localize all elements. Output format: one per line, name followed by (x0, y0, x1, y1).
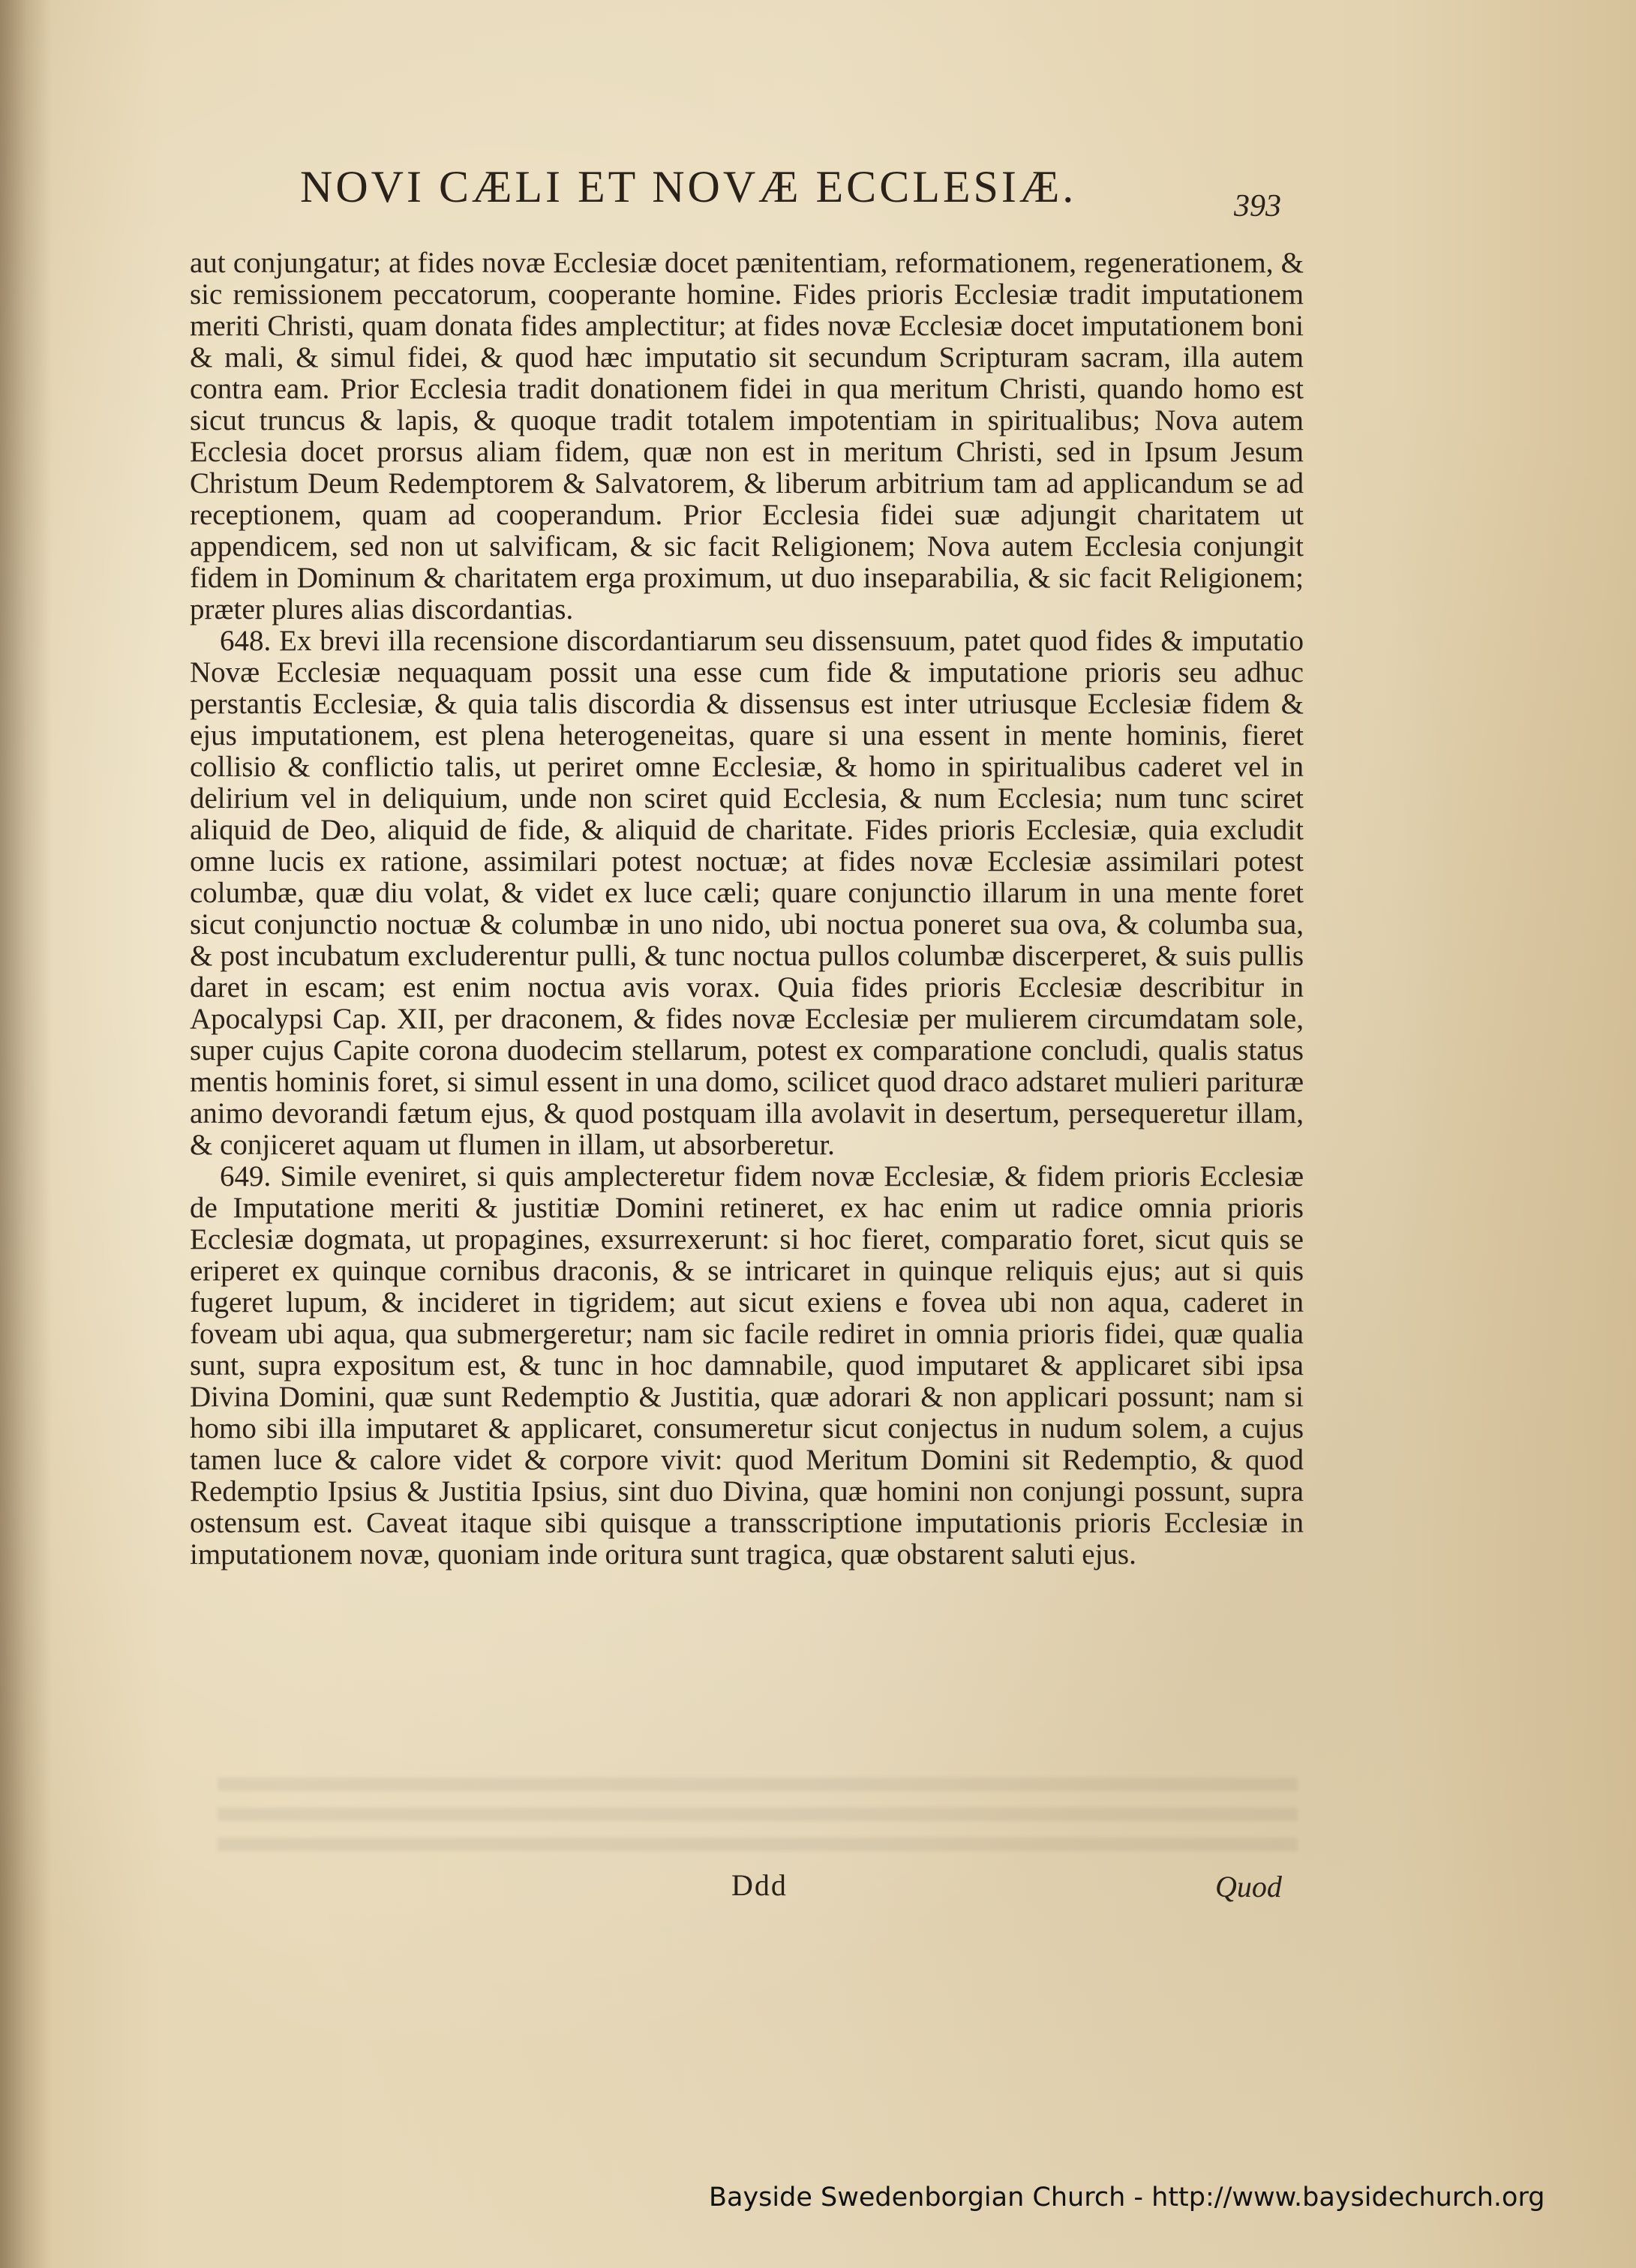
paragraph-continuation: aut conjungatur; at fides novæ Ecclesiæ docet pænitentiam, reformationem, regenerationem, & sic remissionem peccatorum, cooperante homine. Fides prioris Ecclesiæ tradit imputationem meriti Christi, quam donata fides amplectitur; at fides novæ Ecclesiæ docet imputationem boni & mali, & simul fidei, & quod hæc imputatio sit secundum Scripturam sacram, illa autem contra eam. Prior Ecclesia tradit donationem fidei in qua meritum Christi, quando homo est sicut truncus & lapis, & quoque tradit totalem impotentiam in spiritualibus; Nova autem Ecclesia docet prorsus aliam fidem, quæ non est in meritum Christi, sed in Ipsum Jesum Christum Deum Redemptorem & Salvatorem, & liberum arbitrium tam ad applicandum se ad receptionem, quam ad cooperandum. Prior Ecclesia fidei suæ adjungit charitatem ut appendicem, sed non ut salvificam, & sic facit Religionem; Nova autem Ecclesia conjungit fidem in Dominum & charitatem erga proximum, ut duo inseparabilia, & sic facit Religionem; præter plures alias discordantias. (190, 247, 1304, 626)
gutter-shadow (0, 0, 53, 2268)
page-footer (188, 1868, 1305, 1912)
running-title: NOVI CÆLI ET NOVÆ ECCLESIÆ. (300, 162, 1077, 212)
bleed-through-texture (218, 1778, 1298, 1860)
paragraph-648: 648. Ex brevi illa recensione discordantiarum seu dissensuum, patet quod fides & imputatio Novæ Ecclesiæ nequaquam possit una esse cum fide & imputatione prioris seu adhuc perstantis Ecclesiæ, & quia talis discordia & dissensus est inter utriusque Ecclesiæ fidem & ejus imputationem, est plena heterogeneitas, quare si una essent in mente hominis, fieret collisio & conflictio talis, ut periret omne Ecclesiæ, & homo in spiritualibus caderet vel in delirium vel in deliquium, unde non sciret quid Ecclesia, & num Ecclesia; num tunc sciret aliquid de Deo, aliquid de fide, & aliquid de charitate. Fides prioris Ecclesiæ, quia excludit omne lucis ex ratione, assimilari potest noctuæ; at fides novæ Ecclesiæ assimilari potest columbæ, quæ diu volat, & videt ex luce cæli; quare conjunctio illarum in una mente foret sicut conjunctio noctuæ & columbæ in uno nido, ubi noctua poneret sua ova, & columba sua, & post incubatum excluderentur pulli, & tunc noctua pullos columbæ discerperet, & suis pullis daret in escam; est enim noctua avis vorax. Quia fides prioris Ecclesiæ describitur in Apocalypsi Cap. XII, per draconem, & fides novæ Ecclesiæ per mulierem circumdatam sole, super cujus Capite corona duodecim stellarum, potest ex comparatione concludi, qualis status mentis hominis foret, si simul essent in una domo, scilicet quod draco adstaret mulieri parituræ animo devorandi fætum ejus, & quod postquam illa avolavit in desertum, persequeretur illam, & conjiceret aquam ut flumen in illam, ut absorberetur. (190, 625, 1304, 1161)
page-header (188, 154, 1305, 229)
page-number: 393 (1234, 189, 1281, 224)
signature-mark: Ddd (731, 1868, 788, 1902)
credit-watermark: Bayside Swedenborgian Church - http://www.baysidechurch.org (709, 2182, 1545, 2212)
paragraph-649: 649. Simile eveniret, si quis amplecteretur fidem novæ Ecclesiæ, & fidem prioris Ecclesiæ de Imputatione meriti & justitiæ Domini retineret, ex hac enim ut radice omnia prioris Ecclesiæ dogmata, ut propagines, exsurrexerunt: si hoc fieret, comparatio foret, sicut quis se eriperet ex quinque cornibus draconis, & se intricaret in quinque reliquis ejus; aut si quis fugeret lupum, & incideret in tigridem; aut sicut exiens e fovea ubi non aqua, caderet in foveam ubi aqua, qua submergeretur; nam sic facile rediret in omnia prioris fidei, quæ qualia sunt, supra expositum est, & tunc in hoc damnabile, quod imputaret & applicaret sibi ipsa Divina Domini, quæ sunt Redemptio & Justitia, quæ adorari & non applicari possunt; nam si homo sibi illa imputaret & applicaret, consumeretur sicut conjectus in nudum solem, a cujus tamen luce & calore videt & corpore vivit: quod Meritum Domini sit Redemptio, & quod Redemptio Ipsius & Justitia Ipsius, sint duo Divina, quæ homini non conjungi possunt, supra ostensum est. Caveat itaque sibi quisque a transscriptione imputationis prioris Ecclesiæ in imputationem novæ, quoniam inde oritura sunt tragica, quæ obstarent saluti ejus. (190, 1160, 1304, 1570)
body-text (190, 248, 1304, 1570)
catchword: Quod (1215, 1870, 1282, 1904)
